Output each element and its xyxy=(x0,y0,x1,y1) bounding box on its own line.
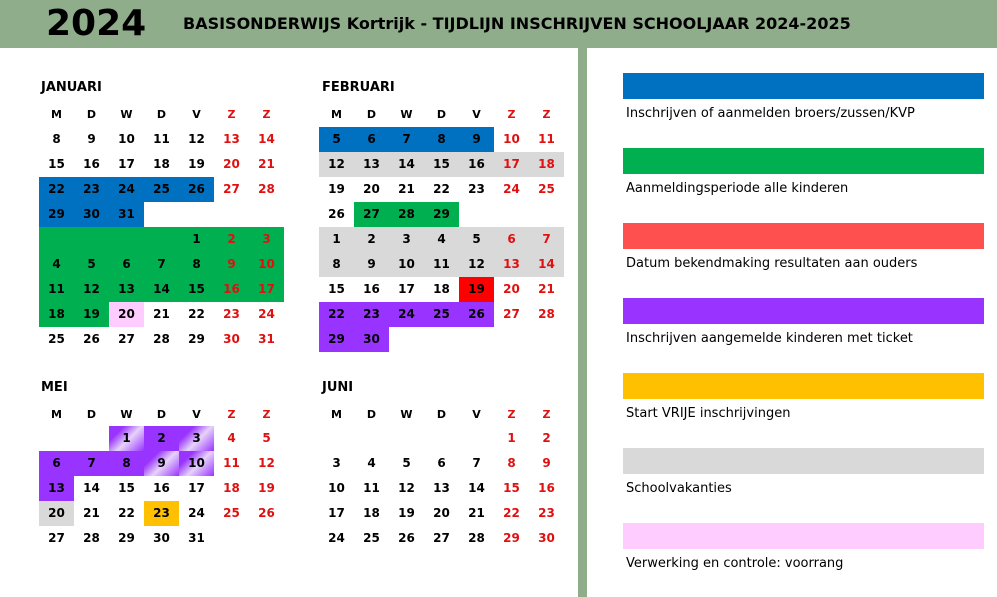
day-cell: 14 xyxy=(144,277,179,302)
day-cell: 14 xyxy=(389,152,424,177)
legend-label: Inschrijven aangemelde kinderen met ticket xyxy=(626,331,913,346)
legend-label: Datum bekendmaking resultaten aan ouders xyxy=(626,256,918,271)
day-cell: 17 xyxy=(118,157,135,171)
day-cell: 1 xyxy=(319,227,354,252)
day-cell: 3 xyxy=(332,456,341,470)
day-cell: 6 xyxy=(437,456,446,470)
day-cell: 29 xyxy=(503,531,520,545)
day-cell: 2 xyxy=(542,431,551,445)
month-title-januari: JANUARI xyxy=(41,80,102,95)
day-cell: 23 xyxy=(354,302,389,327)
day-cell: 5 xyxy=(402,456,411,470)
day-cell: 7 xyxy=(472,456,481,470)
highlight-cell xyxy=(74,227,109,252)
day-cell: 29 xyxy=(118,531,135,545)
day-cell: 28 xyxy=(153,332,170,346)
day-cell: 26 xyxy=(83,332,100,346)
day-cell: 8 xyxy=(319,252,354,277)
day-cell: 15 xyxy=(503,481,520,495)
legend-label: Schoolvakanties xyxy=(626,481,732,496)
legend-swatch-purple xyxy=(623,298,984,324)
day-cell: 20 xyxy=(503,282,520,296)
day-cell: 27 xyxy=(118,332,135,346)
legend-swatch-yellow xyxy=(623,373,984,399)
day-cell: 5 xyxy=(74,252,109,277)
day-cell: 21 xyxy=(398,182,415,196)
day-cell: 24 xyxy=(188,506,205,520)
day-cell: 13 xyxy=(354,152,389,177)
day-cell: 23 xyxy=(74,177,109,202)
day-cell: 7 xyxy=(144,252,179,277)
day-cell: 4 xyxy=(227,431,236,445)
day-cell: 18 xyxy=(39,302,74,327)
day-cell: 19 xyxy=(188,157,205,171)
day-cell: 10 xyxy=(328,481,345,495)
legend-label: Verwerking en controle: voorrang xyxy=(626,556,844,571)
day-cell: 25 xyxy=(363,531,380,545)
legend-swatch-red xyxy=(623,223,984,249)
weekday-header: V xyxy=(472,108,481,121)
weekday-header: Z xyxy=(227,108,236,121)
day-cell: 21 xyxy=(153,307,170,321)
day-cell: 11 xyxy=(39,277,74,302)
day-cell: 22 xyxy=(503,506,520,520)
day-cell: 28 xyxy=(538,307,555,321)
day-cell: 22 xyxy=(433,182,450,196)
day-cell: 19 xyxy=(74,302,109,327)
day-cell: 15 xyxy=(424,152,459,177)
weekday-header: D xyxy=(156,408,167,421)
page-title: BASISONDERWIJS Kortrijk - TIJDLIJN INSCHRIJVEN SCHOOLJAAR 2024-2025 xyxy=(183,14,851,33)
legend-swatch-grey xyxy=(623,448,984,474)
day-cell: 13 xyxy=(433,481,450,495)
day-cell: 19 xyxy=(459,277,494,302)
vertical-divider xyxy=(578,48,587,597)
day-cell: 19 xyxy=(328,182,345,196)
legend-label: Aanmeldingsperiode alle kinderen xyxy=(626,181,849,196)
weekday-header: D xyxy=(156,108,167,121)
day-cell: 14 xyxy=(529,252,564,277)
day-cell: 9 xyxy=(87,132,96,146)
day-cell: 25 xyxy=(223,506,240,520)
year-label: 2024 xyxy=(46,3,147,44)
weekday-header: W xyxy=(400,108,413,121)
day-cell: 27 xyxy=(503,307,520,321)
day-cell: 28 xyxy=(83,531,100,545)
weekday-header: D xyxy=(86,408,97,421)
day-cell: 27 xyxy=(223,182,240,196)
weekday-header: D xyxy=(86,108,97,121)
day-cell: 12 xyxy=(74,277,109,302)
day-cell: 2 xyxy=(354,227,389,252)
day-cell: 8 xyxy=(109,451,144,476)
day-cell: 9 xyxy=(144,451,179,476)
day-cell: 2 xyxy=(144,426,179,451)
day-cell: 10 xyxy=(389,252,424,277)
month-title-mei: MEI xyxy=(41,380,68,395)
day-cell: 15 xyxy=(118,481,135,495)
day-cell: 13 xyxy=(494,252,529,277)
day-cell: 25 xyxy=(48,332,65,346)
weekday-header: Z xyxy=(262,108,271,121)
day-cell: 22 xyxy=(39,177,74,202)
legend-swatch-blue xyxy=(623,73,984,99)
day-cell: 20 xyxy=(39,501,74,526)
day-cell: 26 xyxy=(398,531,415,545)
day-cell: 7 xyxy=(529,227,564,252)
day-cell: 12 xyxy=(258,456,275,470)
day-cell: 14 xyxy=(468,481,485,495)
legend-label: Inschrijven of aanmelden broers/zussen/KVP xyxy=(626,106,915,121)
day-cell: 1 xyxy=(179,227,214,252)
day-cell: 13 xyxy=(109,277,144,302)
day-cell: 8 xyxy=(507,456,516,470)
day-cell: 31 xyxy=(258,332,275,346)
day-cell: 22 xyxy=(118,506,135,520)
day-cell: 16 xyxy=(153,481,170,495)
month-title-februari: FEBRUARI xyxy=(322,80,395,95)
day-cell: 1 xyxy=(109,426,144,451)
day-cell: 5 xyxy=(459,227,494,252)
day-cell: 21 xyxy=(83,506,100,520)
day-cell: 24 xyxy=(258,307,275,321)
day-cell: 11 xyxy=(424,252,459,277)
day-cell: 3 xyxy=(249,227,284,252)
day-cell: 30 xyxy=(223,332,240,346)
day-cell: 10 xyxy=(118,132,135,146)
weekday-header: D xyxy=(366,108,377,121)
day-cell: 29 xyxy=(39,202,74,227)
day-cell: 6 xyxy=(109,252,144,277)
weekday-header: Z xyxy=(542,108,551,121)
day-cell: 12 xyxy=(459,252,494,277)
day-cell: 6 xyxy=(354,127,389,152)
day-cell: 17 xyxy=(188,481,205,495)
weekday-header: W xyxy=(400,408,413,421)
day-cell: 10 xyxy=(179,451,214,476)
day-cell: 31 xyxy=(109,202,144,227)
day-cell: 5 xyxy=(319,127,354,152)
day-cell: 26 xyxy=(328,207,345,221)
day-cell: 15 xyxy=(328,282,345,296)
day-cell: 11 xyxy=(223,456,240,470)
day-cell: 5 xyxy=(262,431,271,445)
day-cell: 22 xyxy=(319,302,354,327)
day-cell: 8 xyxy=(424,127,459,152)
day-cell: 6 xyxy=(39,451,74,476)
weekday-header: D xyxy=(436,108,447,121)
day-cell: 9 xyxy=(542,456,551,470)
day-cell: 31 xyxy=(188,531,205,545)
day-cell: 13 xyxy=(39,476,74,501)
day-cell: 29 xyxy=(319,327,354,352)
day-cell: 17 xyxy=(398,282,415,296)
weekday-header: D xyxy=(436,408,447,421)
day-cell: 28 xyxy=(258,182,275,196)
day-cell: 12 xyxy=(398,481,415,495)
highlight-cell xyxy=(109,227,144,252)
legend-label: Start VRIJE inschrijvingen xyxy=(626,406,791,421)
day-cell: 26 xyxy=(459,302,494,327)
day-cell: 15 xyxy=(179,277,214,302)
day-cell: 14 xyxy=(83,481,100,495)
day-cell: 11 xyxy=(538,132,555,146)
day-cell: 3 xyxy=(179,426,214,451)
weekday-header: W xyxy=(120,408,133,421)
day-cell: 30 xyxy=(354,327,389,352)
weekday-header: Z xyxy=(227,408,236,421)
day-cell: 24 xyxy=(389,302,424,327)
day-cell: 24 xyxy=(109,177,144,202)
day-cell: 10 xyxy=(503,132,520,146)
highlight-cell xyxy=(144,227,179,252)
day-cell: 18 xyxy=(223,481,240,495)
day-cell: 24 xyxy=(328,531,345,545)
day-cell: 27 xyxy=(433,531,450,545)
day-cell: 30 xyxy=(74,202,109,227)
day-cell: 1 xyxy=(507,431,516,445)
day-cell: 10 xyxy=(249,252,284,277)
day-cell: 9 xyxy=(354,252,389,277)
day-cell: 23 xyxy=(538,506,555,520)
day-cell: 30 xyxy=(153,531,170,545)
day-cell: 6 xyxy=(494,227,529,252)
weekday-header: V xyxy=(192,108,201,121)
day-cell: 28 xyxy=(389,202,424,227)
day-cell: 25 xyxy=(424,302,459,327)
day-cell: 20 xyxy=(109,302,144,327)
day-cell: 18 xyxy=(153,157,170,171)
weekday-header: Z xyxy=(507,108,516,121)
day-cell: 26 xyxy=(179,177,214,202)
day-cell: 4 xyxy=(39,252,74,277)
day-cell: 18 xyxy=(433,282,450,296)
day-cell: 20 xyxy=(433,506,450,520)
day-cell: 12 xyxy=(188,132,205,146)
day-cell: 21 xyxy=(468,506,485,520)
weekday-header: M xyxy=(331,408,342,421)
weekday-header: M xyxy=(51,408,62,421)
day-cell: 22 xyxy=(188,307,205,321)
day-cell: 9 xyxy=(459,127,494,152)
day-cell: 3 xyxy=(389,227,424,252)
weekday-header: D xyxy=(366,408,377,421)
day-cell: 2 xyxy=(214,227,249,252)
day-cell: 27 xyxy=(354,202,389,227)
day-cell: 8 xyxy=(52,132,61,146)
weekday-header: Z xyxy=(507,408,516,421)
day-cell: 20 xyxy=(363,182,380,196)
day-cell: 9 xyxy=(214,252,249,277)
day-cell: 15 xyxy=(48,157,65,171)
day-cell: 17 xyxy=(328,506,345,520)
day-cell: 17 xyxy=(249,277,284,302)
day-cell: 18 xyxy=(363,506,380,520)
day-cell: 29 xyxy=(424,202,459,227)
day-cell: 16 xyxy=(83,157,100,171)
day-cell: 23 xyxy=(468,182,485,196)
day-cell: 7 xyxy=(74,451,109,476)
day-cell: 21 xyxy=(258,157,275,171)
day-cell: 25 xyxy=(144,177,179,202)
day-cell: 21 xyxy=(538,282,555,296)
day-cell: 17 xyxy=(494,152,529,177)
header-bar xyxy=(0,0,997,48)
day-cell: 23 xyxy=(223,307,240,321)
day-cell: 29 xyxy=(188,332,205,346)
day-cell: 11 xyxy=(153,132,170,146)
weekday-header: W xyxy=(120,108,133,121)
day-cell: 16 xyxy=(214,277,249,302)
day-cell: 26 xyxy=(258,506,275,520)
month-title-juni: JUNI xyxy=(322,380,354,395)
weekday-header: V xyxy=(192,408,201,421)
day-cell: 16 xyxy=(459,152,494,177)
day-cell: 18 xyxy=(529,152,564,177)
day-cell: 14 xyxy=(258,132,275,146)
day-cell: 4 xyxy=(367,456,376,470)
day-cell: 27 xyxy=(48,531,65,545)
highlight-cell xyxy=(39,227,74,252)
day-cell: 23 xyxy=(144,501,179,526)
day-cell: 13 xyxy=(223,132,240,146)
day-cell: 7 xyxy=(389,127,424,152)
day-cell: 25 xyxy=(538,182,555,196)
weekday-header: Z xyxy=(542,408,551,421)
day-cell: 12 xyxy=(319,152,354,177)
legend-swatch-pink xyxy=(623,523,984,549)
day-cell: 16 xyxy=(363,282,380,296)
day-cell: 4 xyxy=(424,227,459,252)
weekday-header: M xyxy=(51,108,62,121)
day-cell: 28 xyxy=(468,531,485,545)
weekday-header: V xyxy=(472,408,481,421)
day-cell: 16 xyxy=(538,481,555,495)
day-cell: 19 xyxy=(258,481,275,495)
legend-swatch-green xyxy=(623,148,984,174)
day-cell: 11 xyxy=(363,481,380,495)
day-cell: 20 xyxy=(223,157,240,171)
day-cell: 30 xyxy=(538,531,555,545)
day-cell: 24 xyxy=(503,182,520,196)
day-cell: 19 xyxy=(398,506,415,520)
day-cell: 8 xyxy=(179,252,214,277)
weekday-header: M xyxy=(331,108,342,121)
weekday-header: Z xyxy=(262,408,271,421)
